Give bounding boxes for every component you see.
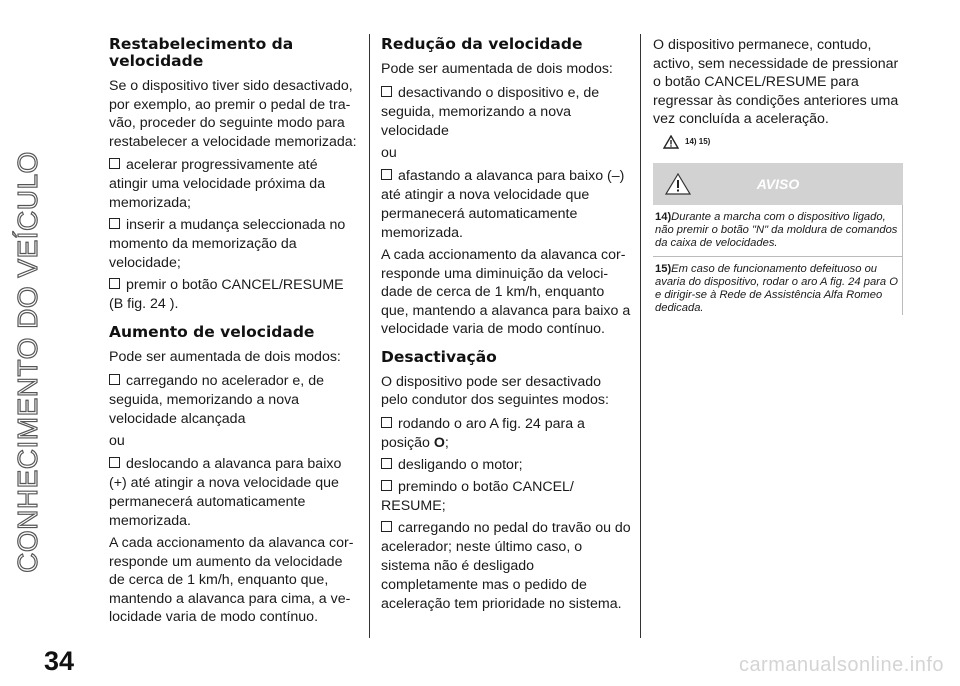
- paragraph: A cada accionamento da alavanca cor-responde uma diminuição da veloci-dade de cerca de 1 km/h, enquanto que, mantendo a alavanca para baixo a velocidade varia de modo contínuo.: [381, 247, 631, 337]
- paragraph: Se o dispositivo tiver sido desactivado, por exemplo, ao premir o pedal de tra-vão, proceder do seguinte modo para restabelecer a velocidade memorizada:: [109, 78, 357, 150]
- checkbox-bullet-icon: [109, 374, 120, 385]
- aviso-title: AVISO: [756, 175, 800, 192]
- watermark: carmanualsonline.info: [738, 654, 944, 676]
- aviso-header: [653, 163, 903, 205]
- paragraph: O dispositivo permanece, contudo, activo, sem necessidade de pressionar o botão CANCEL/RESUME para regressar às condições anteriores uma vez concluída a aceleração.: [653, 37, 899, 127]
- checkbox-bullet-icon: [381, 86, 392, 97]
- list-item: inserir a mudança seleccionada no momento da memorização da velocidade;: [109, 217, 346, 271]
- list-item: afastando a alavanca para baixo (–) até atingir a nova velocidade que permanecerá automaticamente memorizada.: [381, 168, 625, 241]
- column-3: [653, 36, 903, 321]
- heading-desactivacao: Desactivação: [381, 347, 497, 366]
- list-item: premir o botão CANCEL/RESUME (B fig. 24 ).: [109, 277, 344, 312]
- column-1: [109, 36, 359, 632]
- checkbox-bullet-icon: [381, 521, 392, 532]
- note-15: 15)Em caso de funcionamento defeituoso ou avaria do dispositivo, rodar o aro A fig. 24 para O e dirigir-se à Rede de Assistência Alfa Romeo dedicada.: [655, 262, 898, 314]
- note-separator: [653, 256, 902, 257]
- checkbox-bullet-icon: [109, 457, 120, 468]
- paragraph-ou: ou: [109, 432, 125, 449]
- checkbox-bullet-icon: [109, 158, 120, 169]
- list-item: rodando o aro A fig. 24 para a posição O;: [381, 415, 585, 451]
- list-item: premindo o botão CANCEL/ RESUME;: [381, 478, 574, 514]
- aviso-box: [653, 163, 903, 315]
- column-2: [381, 36, 631, 617]
- note-references: 14) 15): [685, 137, 711, 146]
- warning-triangle-icon: [663, 135, 679, 149]
- column-divider: [640, 34, 641, 638]
- aviso-body: [653, 205, 903, 315]
- warning-references: [663, 135, 903, 149]
- checkbox-bullet-icon: [381, 169, 392, 180]
- paragraph: Pode ser aumentada de dois modos:: [381, 61, 613, 77]
- list-item: deslocando a alavanca para baixo (+) até atingir a nova velocidade que permanecerá automaticamente memorizada.: [109, 456, 342, 529]
- checkbox-bullet-icon: [381, 417, 392, 428]
- list-item: carregando no pedal do travão ou do acelerador; neste último caso, o sistema não é desligado completamente mas o pedido de aceleração tem prioridade no sistema.: [381, 519, 631, 612]
- paragraph: A cada accionamento da alavanca cor-responde um aumento da velocidade de cerca de 1 km/h, enquanto que, mantendo a alavanca para cima, a ve-locidade varia de modo contínuo.: [109, 535, 354, 625]
- column-divider: [369, 34, 370, 638]
- checkbox-bullet-icon: [381, 480, 392, 491]
- checkbox-bullet-icon: [109, 278, 120, 289]
- heading-restabelecimento: Restabelecimento da velocidade: [109, 35, 294, 70]
- checkbox-bullet-icon: [109, 218, 120, 229]
- section-side-title: CONHECIMENTO DO VEÍCULO: [12, 151, 43, 573]
- heading-aumento: Aumento de velocidade: [109, 323, 315, 341]
- heading-reducao: Redução da velocidade: [381, 35, 583, 53]
- list-item: carregando no acelerador e, de seguida, memorizando a nova velocidade alcançada: [109, 372, 324, 427]
- paragraph: Pode ser aumentada de dois modos:: [109, 349, 341, 365]
- paragraph-ou: ou: [381, 144, 397, 161]
- list-item: acelerar progressivamente até atingir uma velocidade próxima da memorizada;: [109, 157, 326, 211]
- list-item: desactivando o dispositivo e, de seguida, memorizando a nova velocidade: [381, 84, 600, 139]
- checkbox-bullet-icon: [381, 458, 392, 469]
- paragraph: O dispositivo pode ser desactivado pelo condutor dos seguintes modos:: [381, 373, 609, 408]
- note-14: 14)Durante a marcha com o dispositivo ligado, não premir o botão "N" da moldura de comandos da caixa de velocidades.: [655, 210, 898, 249]
- list-item: desligando o motor;: [381, 456, 631, 475]
- page-number: 34: [44, 646, 75, 676]
